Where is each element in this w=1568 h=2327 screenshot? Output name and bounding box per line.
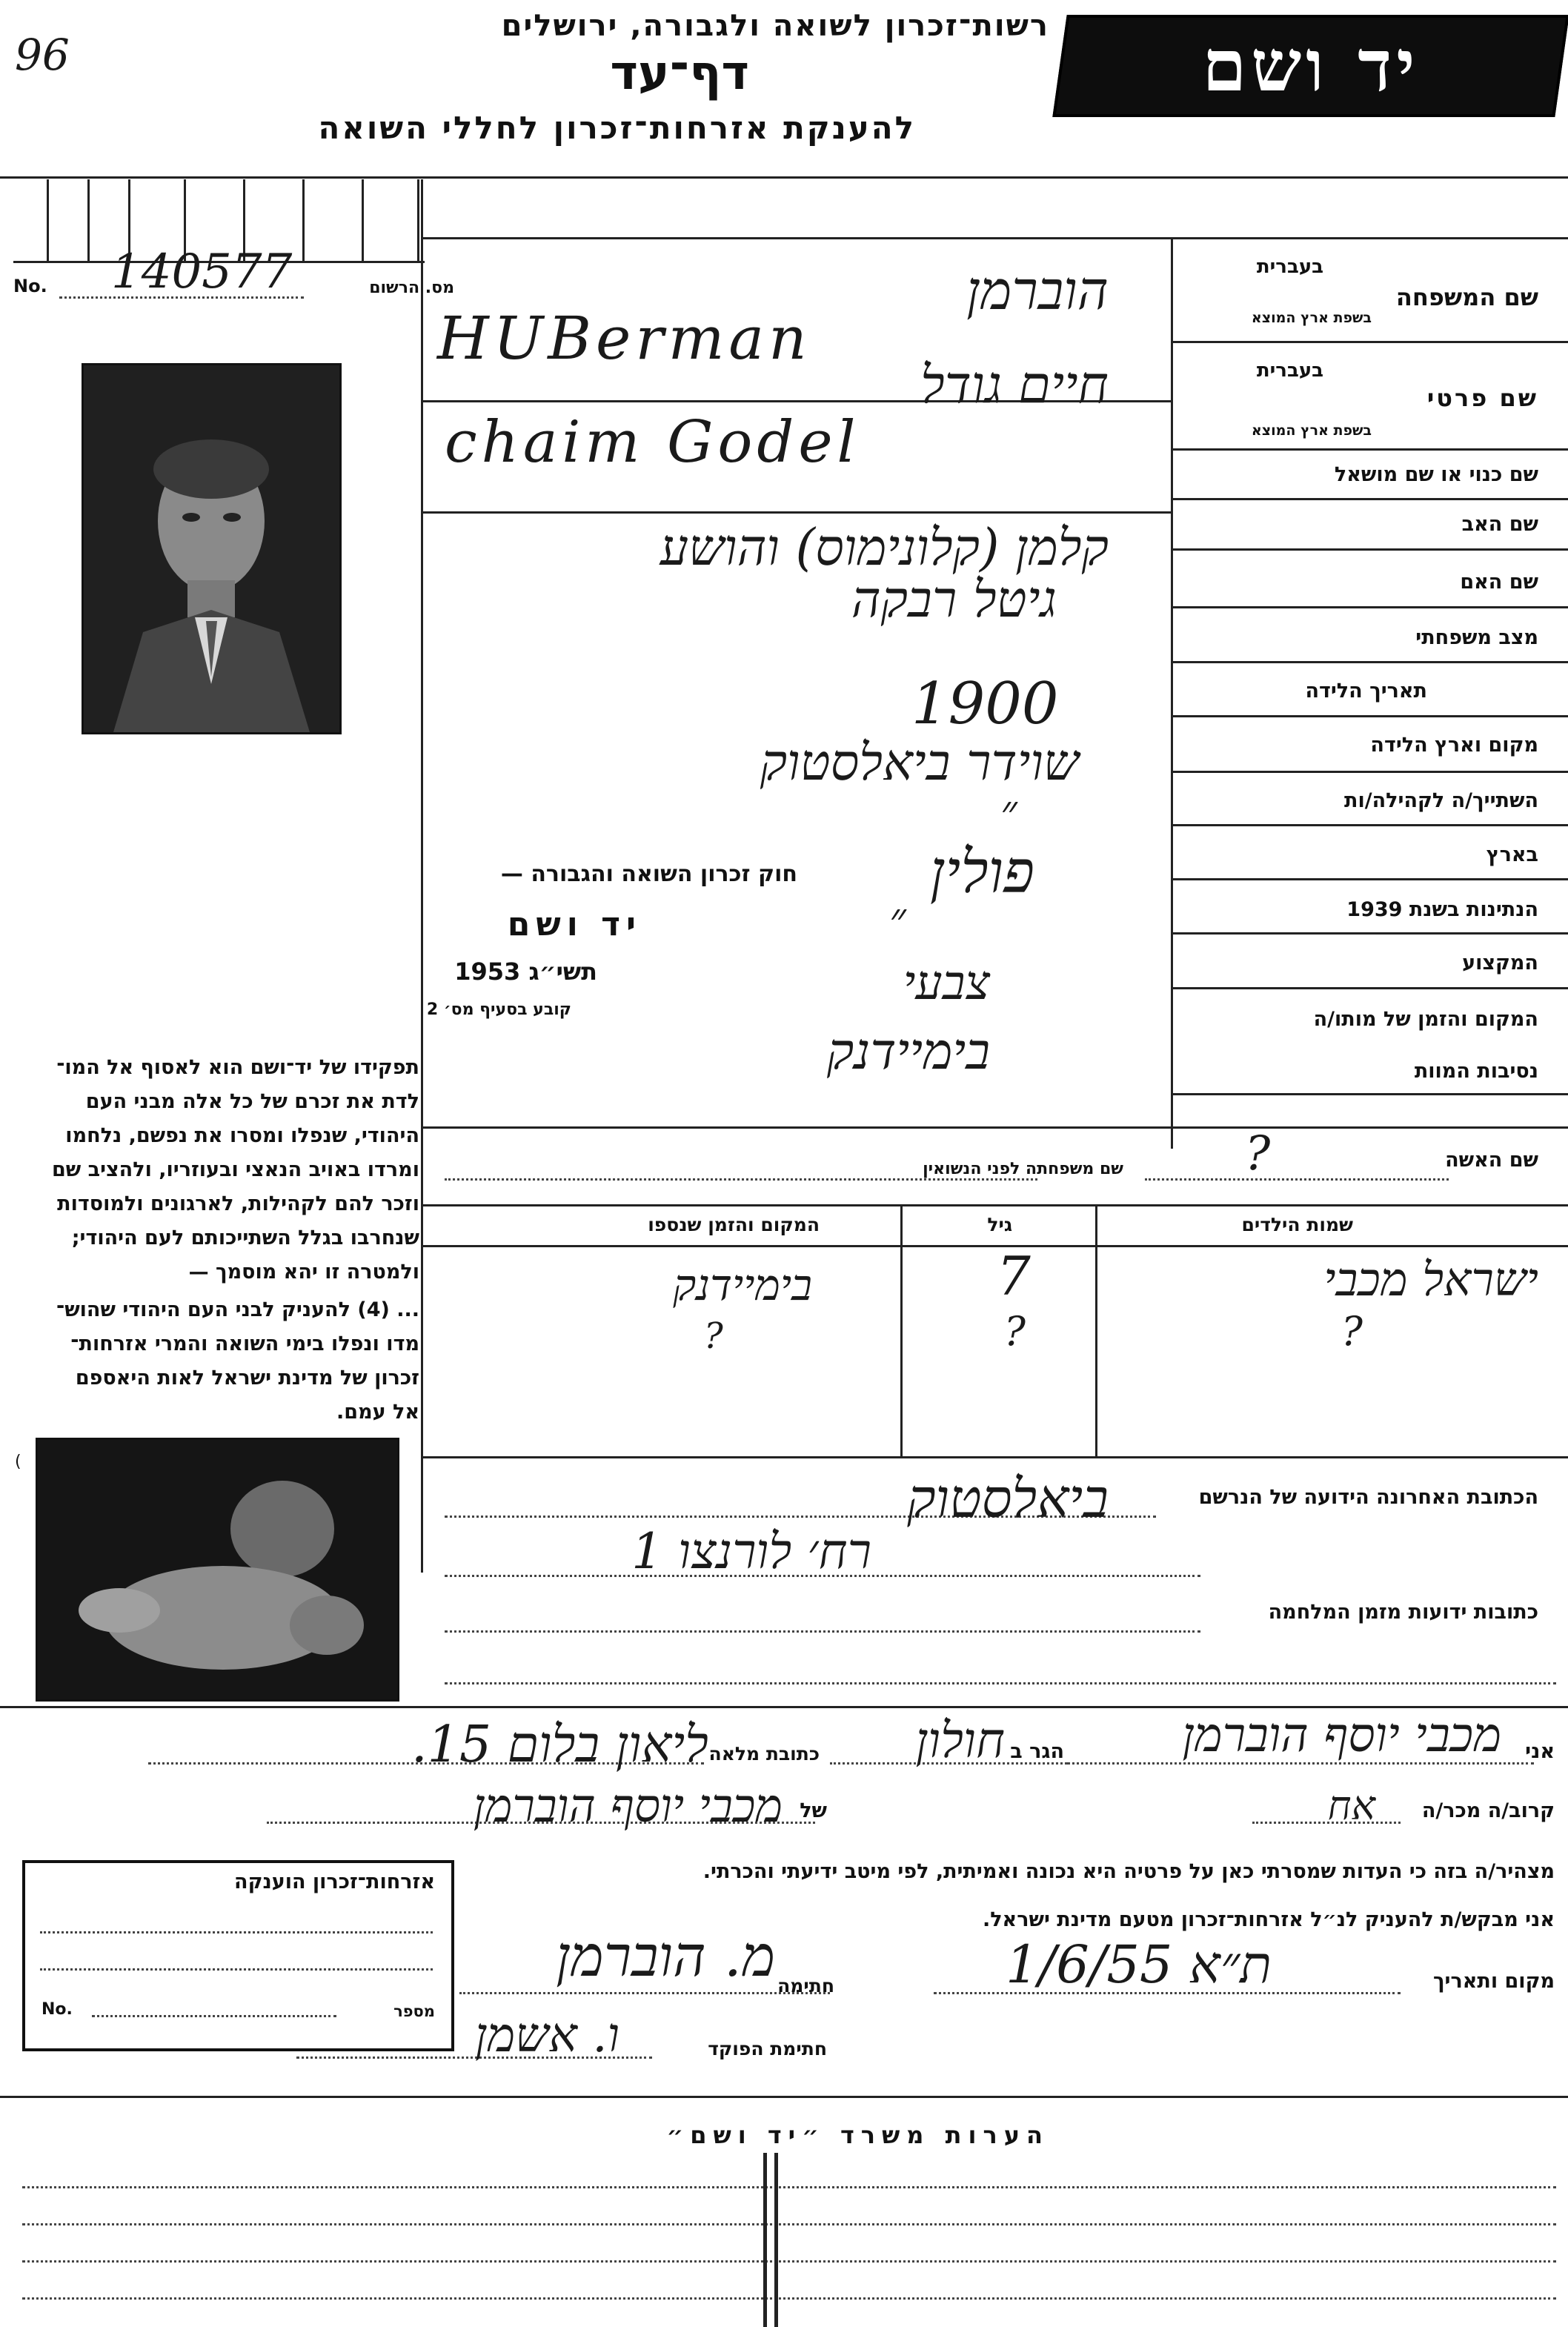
officer-signature-label: חתימת הפוקד [708, 2038, 827, 2059]
mother-value: גיטל רבקה [851, 571, 1057, 629]
law-text-line: ומרדו באויב הנאצי ובעוזריו, ולהציב שם [51, 1158, 419, 1181]
officer-signature-value: ו. אשמן [474, 2008, 619, 2063]
logo-text: יד ושם [1202, 24, 1420, 107]
profession-value: צבעי [903, 956, 990, 1011]
law-text-line: שנחרבו בגלל השתייכותם לעם היהודי; [71, 1226, 419, 1249]
law-year: תשי״ג 1953 [454, 957, 597, 986]
child-name: ישראל מכבי [1323, 1252, 1538, 1307]
community-label: השתייך/ה לקהילה/ות [1344, 789, 1538, 812]
community-value: ״ [1000, 786, 1017, 837]
law-text-line: לדת את זכרם של כל אלה מבני העם [85, 1090, 419, 1113]
wife-label: שם האשה [1445, 1149, 1538, 1172]
child-image [38, 1440, 397, 1699]
child-place: ? [704, 1315, 723, 1357]
law-text-line: וזכר להם לקהילות, לארגונים ולמוסדות [57, 1192, 419, 1215]
statement-line-2: אני מבקש/ת להעניק לנ״ל אזרחות־זכרון מטעם מדינת ישראל. [982, 1908, 1555, 1931]
resident-label: הגר ב [1010, 1740, 1064, 1763]
law-text-block-2 [56, 1293, 419, 1430]
family-name-latin-label: בשפת ארץ המוצא [1251, 310, 1372, 326]
family-name-label: שם המשפחה [1395, 283, 1538, 311]
children-age-header: גיל [987, 1214, 1012, 1235]
binding-mark [763, 2153, 767, 2327]
family-name-hebrew-label: בעברית [1256, 256, 1323, 278]
father-value: קלמן (קלונימוס) והושע [660, 519, 1109, 577]
signature-label: חתימה [777, 1975, 834, 1996]
first-name-latin-label: בשפת ארץ המוצא [1251, 422, 1372, 439]
relation-label: קרוב/ה מכר/ה [1421, 1799, 1555, 1822]
form-subtitle: להענקת אזרחות־זכרון לחללי השואה [318, 110, 916, 146]
law-text-line: זכרון של מדינת ישראל לאות היאספם [75, 1367, 419, 1390]
of-label: של [800, 1799, 827, 1822]
declarant-name: מכבי יוסף הוברמן [1182, 1708, 1501, 1763]
registration-no-label: No. [13, 276, 47, 296]
binding-mark [774, 2153, 778, 2327]
form-title: דף־עד [610, 46, 749, 101]
header-rule [0, 176, 1568, 179]
statement-line-1: מצהיר/ה בזה כי העדות שמסרתי כאן על פרטיה היא נכונה ואמיתית, לפי מיטב ידיעתי והכרתי. [702, 1860, 1555, 1883]
portrait-image [84, 365, 339, 732]
citizenship-label: הנתינות בשנת 1939 [1346, 898, 1538, 921]
child-age: 7 [997, 1245, 1031, 1307]
first-name-label: שם פרטי [1426, 384, 1538, 412]
birth-place-value: שוידר ביאלסטוק [760, 734, 1079, 792]
signature-value: מ. הוברמן [556, 1923, 775, 1989]
office-notes-label: הערות משרד ״יד ושם״ [666, 2121, 1049, 2149]
mother-label: שם האם [1460, 571, 1538, 594]
birth-date-label: תאריך הלידה [1305, 680, 1427, 703]
citizenship-value: ״ [889, 893, 906, 945]
label-column-divider [1171, 237, 1173, 1149]
authority-line: רשות־זכרון לשואה ולגבורה, ירושלים [501, 9, 1049, 43]
law-heading: חוק זכרון השואה והגבורה — [500, 861, 797, 887]
child-name: ? [1341, 1308, 1363, 1355]
declarant-i-label: אני [1525, 1740, 1555, 1763]
country-value: פולין [929, 837, 1034, 906]
resident-city: חולון [915, 1712, 1005, 1769]
children-name-header: שמות הילדים [1241, 1214, 1353, 1235]
nickname-label: שם כנוי או שם מושאל [1334, 463, 1538, 486]
profession-label: המקצוע [1462, 952, 1538, 975]
law-text-line: ולמטרה זו יהא מוסמך — [188, 1261, 419, 1284]
corner-note: 96 [15, 30, 70, 80]
father-label: שם האב [1461, 513, 1538, 536]
of-value: מכבי יוסף הוברמן [473, 1779, 783, 1833]
wife-value: ? [1245, 1126, 1271, 1181]
law-text-line: אל עמם. [336, 1401, 419, 1424]
family-name-hebrew-value: הוברמן [966, 259, 1109, 322]
first-name-hebrew-value: חיים גודל [920, 354, 1109, 415]
certificate-no-label: No. [41, 2000, 73, 2019]
certificate-box-title: אזרחות־זכרון הוענקה [234, 1870, 435, 1893]
law-text-line: תפקידו של יד־ושם הוא לאסוף אל המו־ [56, 1056, 419, 1079]
registration-no-hebrew: מס. הרשום [369, 279, 454, 297]
death-circumstances-label: נסיבות המוות [1414, 1060, 1538, 1083]
birth-date-value: 1900 [911, 671, 1059, 737]
portrait-photo [82, 363, 342, 734]
yad-vashem-logo [1052, 15, 1568, 117]
place-date-value: ת״א 1/6/55 [1006, 1934, 1272, 1995]
child-photo [36, 1438, 399, 1702]
law-text-line: היהודי, שנפלו ומסרו את נפשם, נלחמו [65, 1124, 419, 1147]
address-value-line1: ביאלסטוק [907, 1467, 1109, 1530]
death-place-value: בימיידנק [826, 1023, 990, 1081]
law-clause: קובע בסעיף מס׳ 2 [426, 1000, 571, 1019]
first-name-latin-value: chaim Godel [445, 409, 860, 476]
law-name: יד ושם [507, 906, 642, 943]
marital-label: מצב משפחתי [1415, 626, 1538, 649]
photo-corner-mark: ( [15, 1453, 21, 1471]
family-name-latin-value: HUBerman [437, 304, 811, 373]
birth-place-label: מקום וארץ הלידה [1370, 734, 1538, 757]
law-text-line: ... (4) להעניק לבני העם היהודי שהוש־ [56, 1298, 419, 1321]
law-text-block-1 [52, 1051, 419, 1289]
certificate-no-hebrew: מספר [393, 2002, 435, 2020]
death-place-label: המקום והזמן של מותו/ה [1313, 1008, 1538, 1031]
fields-top-rule [421, 237, 1568, 239]
country-label: בארץ [1486, 843, 1538, 866]
law-text-line: מדו ונפלו בימי השואה והמרי אזרחות־ [70, 1332, 419, 1355]
full-address-value: ליאון בלום 15. [411, 1716, 708, 1774]
full-address-label: כתובת מלאה [708, 1743, 820, 1765]
left-column-divider [421, 179, 423, 1573]
child-age: ? [1004, 1308, 1026, 1355]
children-place-header: המקום והזמן שנספו [648, 1214, 820, 1235]
address-label: הכתובת האחרונה הידועה של הנרשם [1198, 1486, 1538, 1509]
first-name-hebrew-label: בעברית [1256, 359, 1323, 382]
certificate-box [22, 1860, 454, 2051]
child-place: בימיידנק [673, 1260, 812, 1310]
place-date-label: מקום ותאריך [1432, 1970, 1555, 1993]
relation-value: אח [1327, 1782, 1375, 1829]
address-value-line2: רח׳ לורנצו 1 [631, 1523, 871, 1580]
registration-number: 140577 [111, 245, 293, 299]
war-address-label: כתובות ידועות מזמן המלחמה [1268, 1601, 1538, 1624]
wife-maiden-label: שם משפחתה לפני הנשואין [923, 1160, 1123, 1178]
